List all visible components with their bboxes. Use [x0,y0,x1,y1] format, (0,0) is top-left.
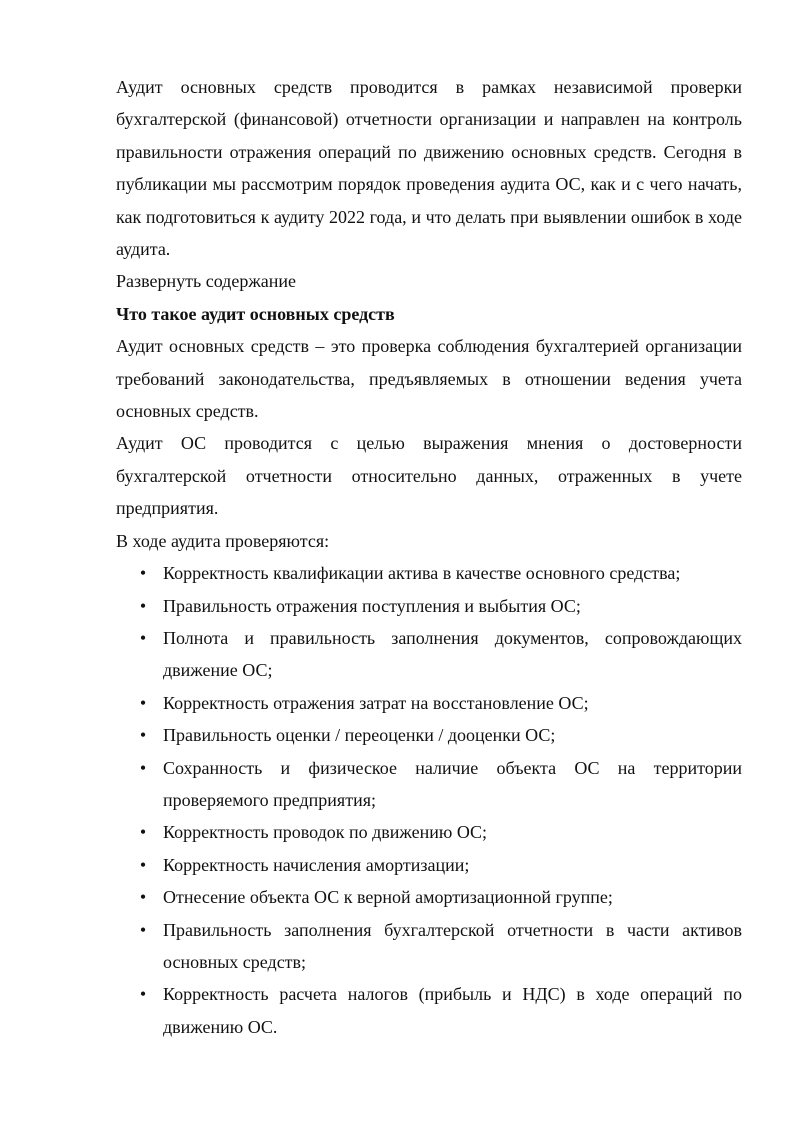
bullet-icon: • [139,919,147,940]
list-item [139,557,742,589]
bullet-icon: • [139,984,147,1005]
bullet-icon: • [139,757,147,778]
expand-contents-link[interactable]: Развернуть содержание [116,271,296,292]
list-item-text: Корректность квалификации актива в качестве основного средства; [163,563,681,584]
list-item-text: Корректность начисления амортизации; [163,854,470,875]
list-item-text: Правильность отражения поступления и выбытия ОС; [163,595,581,616]
list-item-text: Корректность отражения затрат на восстановление ОС; [163,692,589,713]
bullet-icon: • [139,887,147,908]
list-item-text: Правильность оценки / переоценки / дооценки ОС; [163,725,556,746]
bullet-icon: • [139,627,147,648]
intro-paragraph: Аудит основных средств проводится в рамках независимой проверки бухгалтерской (финансовой) отчетности организации и направлен на контроль правильности отражения операций по движению основных средств. Сегодня в публикации мы рассмотрим порядок проведения аудита ОС, как и с чего начать, как подготовиться к аудиту 2022 года, и что делать при выявлении ошибок в ходе аудита. [116,77,742,260]
list-item-text: Полнота и правильность заполнения документов, сопровождающих движение ОС; [163,627,742,681]
bullet-icon: • [139,595,147,616]
list-item-text: Корректность проводок по движению ОС; [163,822,488,843]
list-item-text: Правильность заполнения бухгалтерской отчетности в части активов основных средств; [163,919,742,972]
list-item-text: Корректность расчета налогов (прибыль и НДС) в ходе операций по движению ОС. [163,984,742,1037]
definition-paragraph: Аудит основных средств – это проверка соблюдения бухгалтерией организации требований законодательства, предъявляемых в отношении ведения учета основных средств. [116,336,742,422]
bullet-icon: • [139,725,147,746]
list-item [139,914,742,979]
purpose-paragraph: Аудит ОС проводится с целью выражения мнения о достоверности бухгалтерской отчетности относительно данных, отраженных в учете предприятия. [116,433,742,519]
list-item [139,849,742,881]
list-item [139,590,742,622]
bullet-icon: • [139,854,147,875]
list-item [139,752,742,817]
list-intro: В ходе аудита проверяются: [116,530,330,551]
bullet-icon: • [139,822,147,843]
section-heading: Что такое аудит основных средств [116,303,395,324]
list-item [139,881,742,913]
list-item [139,719,742,751]
bullet-icon: • [139,692,147,713]
list-item-text: Отнесение объекта ОС к верной амортизационной группе; [163,887,613,908]
audit-checks-list [116,557,742,1043]
list-item [139,816,742,848]
list-item-text: Сохранность и физическое наличие объекта ОС на территории проверяемого предприятия; [163,757,742,810]
list-item [139,978,742,1043]
list-item [139,687,742,719]
bullet-icon: • [139,563,147,584]
list-item [139,622,742,687]
